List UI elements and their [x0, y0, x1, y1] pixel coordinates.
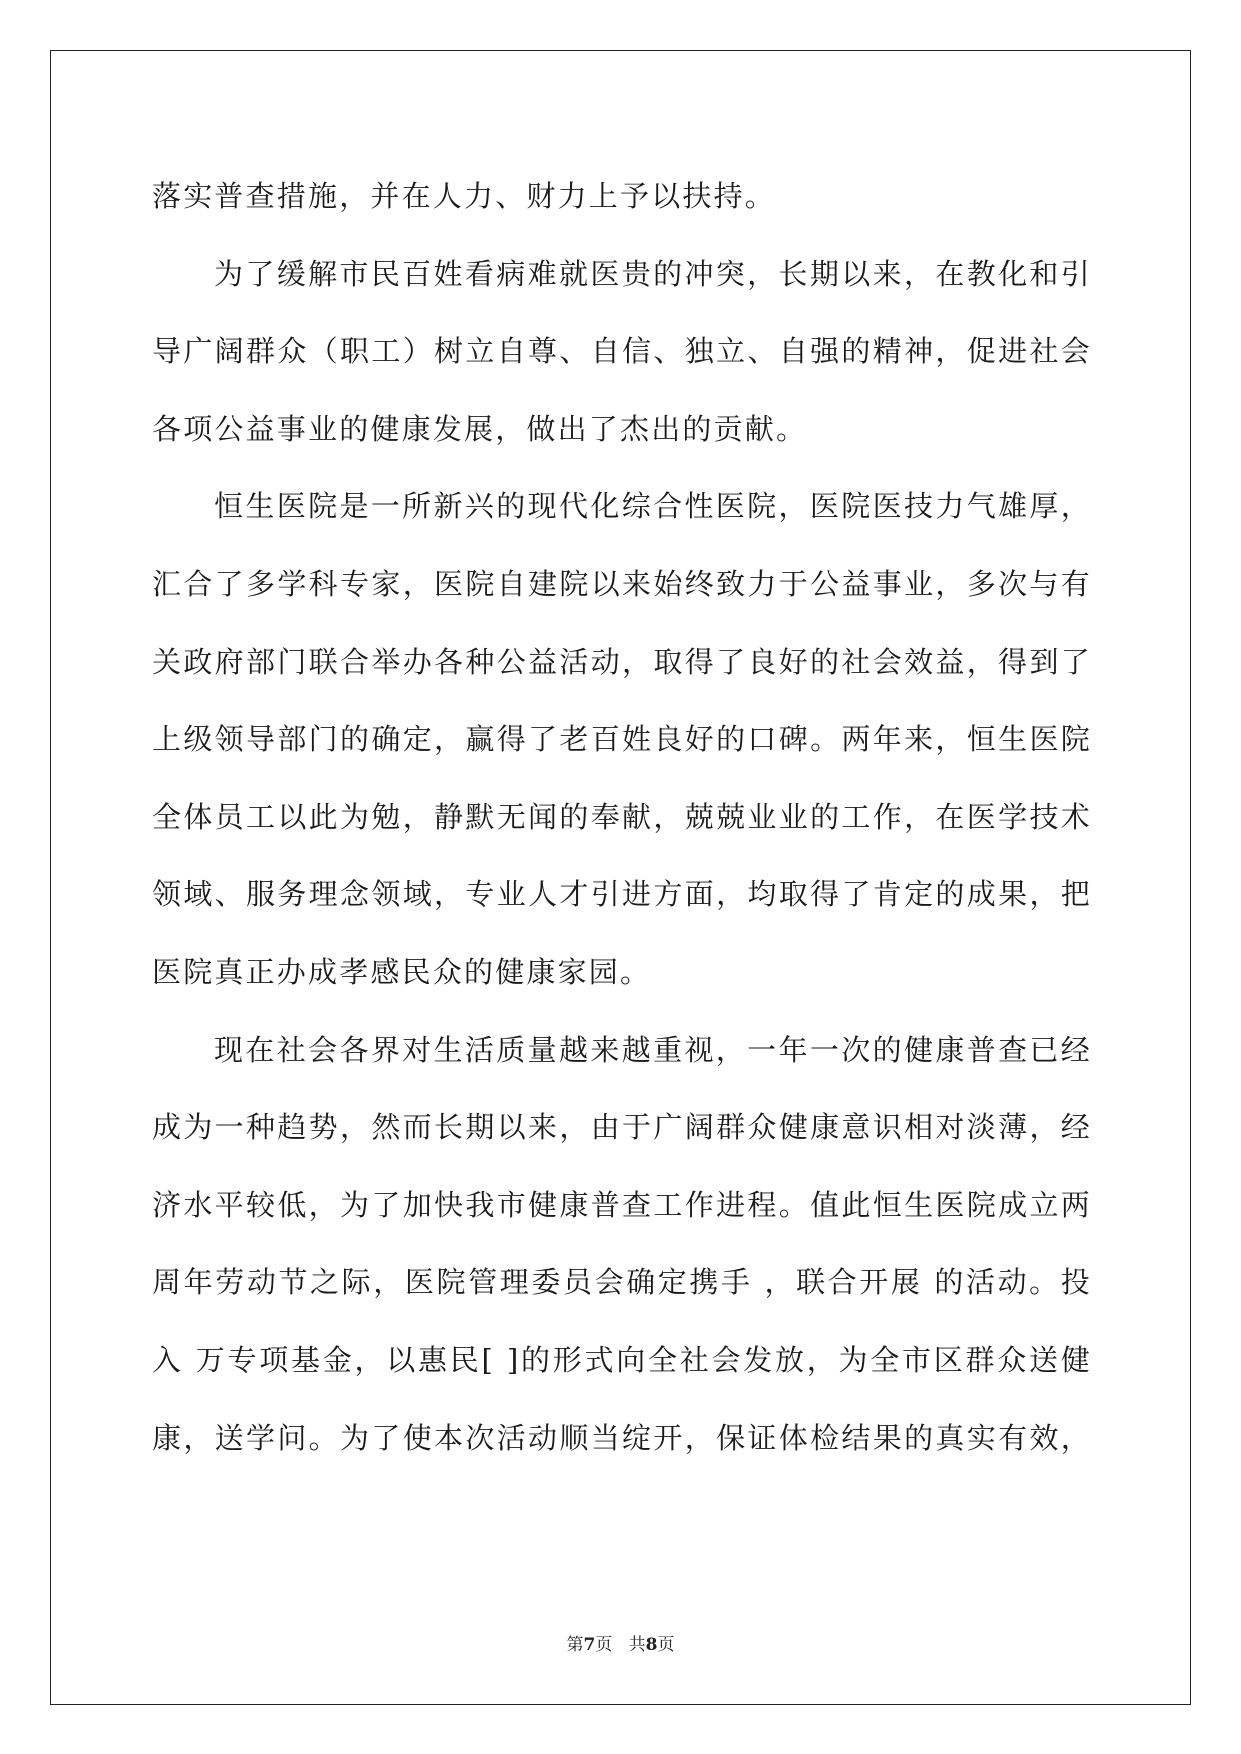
document-body — [152, 158, 1092, 1477]
total-pages-number: 8 — [645, 1635, 658, 1655]
text-line-12: 现在社会各界对生活质量越来越重视，一年一次的健康普查已经 — [214, 1032, 1092, 1067]
footer-total-prefix: 共 — [628, 1635, 646, 1655]
current-page-number: 7 — [583, 1635, 596, 1655]
text-line-9: 全体员工以此为勉，静默无闻的奉献，兢兢业业的工作，在医学技术 — [152, 799, 1092, 834]
footer-prefix: 第 — [566, 1635, 584, 1655]
footer-total-suffix: 页 — [657, 1635, 675, 1655]
page-footer — [0, 1630, 1241, 1655]
text-line-14: 济水平较低，为了加快我市健康普查工作进程。值此恒生医院成立两 — [152, 1187, 1092, 1222]
text-line-2: 为了缓解市民百姓看病难就医贵的冲突，长期以来，在教化和引 — [214, 256, 1092, 291]
text-line-1: 落实普查措施，并在人力、财力上予以扶持。 — [152, 179, 777, 213]
text-line-16: 入 万专项基金，以惠民[ ]的形式向全社会发放，为全市区群众送健 — [152, 1342, 1092, 1377]
text-line-11: 医院真正办成孝感民众的健康家园。 — [152, 954, 652, 989]
text-line-3: 导广阔群众（职工）树立自尊、自信、独立、自强的精神，促进社会 — [152, 334, 1092, 369]
text-line-13: 成为一种趋势，然而长期以来，由于广阔群众健康意识相对淡薄，经 — [152, 1110, 1092, 1145]
text-line-8: 上级领导部门的确定，赢得了老百姓良好的口碑。两年来，恒生医院 — [152, 722, 1092, 757]
text-line-10: 领域、服务理念领域，专业人才引进方面，均取得了肯定的成果，把 — [152, 877, 1092, 912]
text-line-7: 关政府部门联合举办各种公益活动，取得了良好的社会效益，得到了 — [152, 644, 1092, 679]
text-line-15: 周年劳动节之际，医院管理委员会确定携手 ，联合开展 的活动。投 — [152, 1265, 1092, 1300]
text-line-17: 康，送学问。为了使本次活动顺当绽开，保证体检结果的真实有效， — [152, 1420, 1092, 1455]
text-line-4: 各项公益事业的健康发展，做出了杰出的贡献。 — [152, 411, 808, 446]
text-line-6: 汇合了多学科专家，医院自建院以来始终致力于公益事业，多次与有 — [152, 566, 1092, 601]
text-line-5: 恒生医院是一所新兴的现代化综合性医院，医院医技力气雄厚， — [214, 489, 1092, 524]
footer-page-suffix: 页 — [595, 1635, 613, 1655]
